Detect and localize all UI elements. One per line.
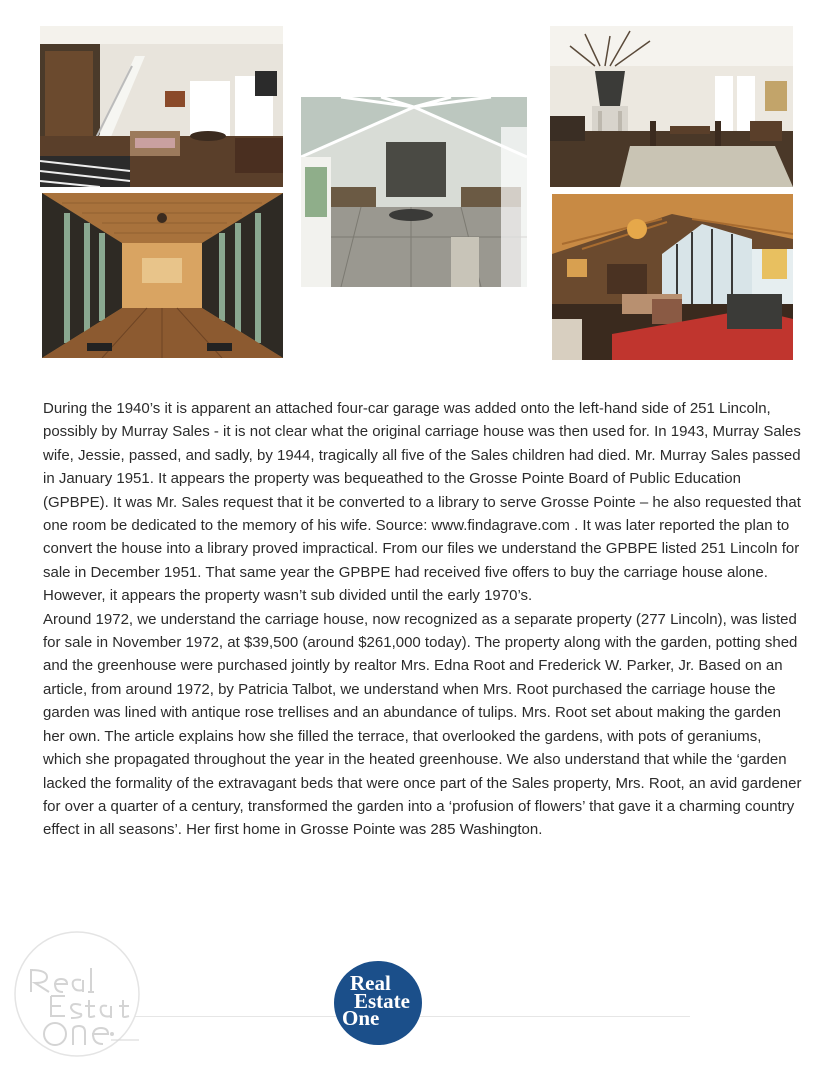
photo-dining-room: [550, 26, 793, 187]
logo-text-real: Real: [350, 971, 391, 995]
real-estate-one-logo: [333, 960, 423, 1046]
photo-hallway: [42, 193, 283, 358]
body-paragraph: During the 1940’s it is apparent an attached four-car garage was added onto the left-hand side of 251 Lincoln, possibly by Murray Sales - it is not clear what the original carriage house was then used for. In 1943, Murray Sales wife, Jessie, passed, and sadly, by 1944, tragically all five of the Sales children had died. Mr. Murray Sales passed in January 1951. It appears the property was bequeathed to the Grosse Pointe Board of Public Education (GPBPE). It was Mr. Sales request that it be converted to a library to serve Grosse Pointe – he also requested that one room be dedicated to the memory of his wife. Source: www.findagrave.com . It was later reported the plan to convert the house into a library proved impractical. From our files we understand the GPBPE listed 251 Lincoln for sale in December 1951. That same year the GPBPE had received five offers to buy the carriage house alone. However, it appears the property wasn’t sub divided until the early 1970’s.: [43, 400, 801, 605]
real-estate-one-watermark: [11, 930, 143, 1058]
photo-greenhouse: [301, 97, 527, 287]
logo-text-estate: Estate: [354, 989, 410, 1013]
body-text: [43, 397, 803, 842]
photo-sunroom: [552, 194, 793, 360]
photo-living-room: [40, 26, 283, 187]
body-paragraph: Around 1972, we understand the carriage house, now recognized as a separate property (277 Lincoln), was listed for sale in November 1972, at $39,500 (around $261,000 today). The property along with the garden, potting shed and the greenhouse were purchased jointly by realtor Mrs. Edna Root and Frederick W. Parker, Jr. Based on an article, from around 1972, by Patricia Talbot, we understand when Mrs. Root purchased the carriage house the garden was lined with antique rose trellises and an abundance of tulips. Mrs. Root set about making the garden her own. The article explains how she filled the terrace, that overlooked the gardens, with pots of geraniums, which she propagated throughout the year in the heated greenhouse. We also understand that while the ‘garden lacked the formality of the extravagant beds that were once part of the Sales property, Mrs. Root, an avid gardener for over a quarter of a century, transformed the garden into a ‘profusion of flowers’ that gave it a charming country effect in all seasons’. Her first home in Grosse Pointe was 285 Washington.: [43, 610, 802, 839]
logo-text-one: One: [342, 1006, 380, 1030]
